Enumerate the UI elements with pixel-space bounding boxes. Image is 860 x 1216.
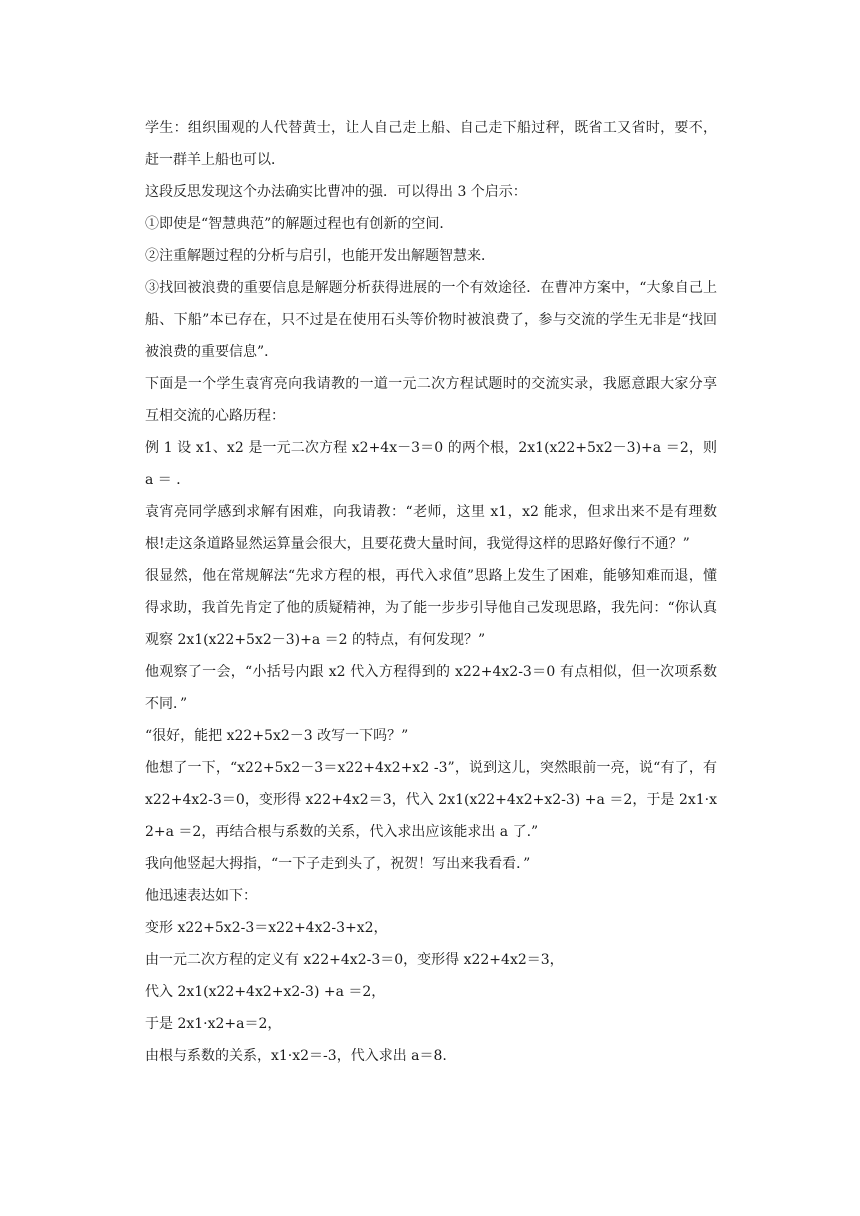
paragraph-dialogue-intro: 下面是一个学生袁宵亮向我请教的一道一元二次方程试题时的交流实录，我愿意跟大家分享互相交流的心路历程： — [145, 376, 717, 424]
paragraph-reflection-intro: 这段反思发现这个办法确实比曹冲的强．可以得出 3 个启示： — [145, 184, 527, 200]
paragraph-student-answer: 学生：组织围观的人代替黄士，让人自己走上船、自己走下船过秤，既省工又省时，要不，赶一群羊上船也可以． — [145, 120, 717, 168]
paragraph-solution-step-3: 代入 2x1(x22+4x2+x2-3) +a ＝2， — [145, 984, 386, 1000]
paragraph-solution-intro: 他迅速表达如下： — [145, 888, 257, 904]
paragraph-insight-2: ②注重解题过程的分析与启引，也能开发出解题智慧来． — [145, 248, 495, 264]
paragraph-teacher-praise: 我向他竖起大拇指，“一下子走到头了，祝贺！写出来我看看．” — [145, 856, 531, 872]
paragraph-solution-step-4: 于是 2x1·x2+a＝2， — [145, 1016, 282, 1032]
paragraph-teacher-prompt: “很好，能把 x22+5x2－3 改写一下吗？” — [145, 728, 409, 744]
paragraph-solution-step-1: 变形 x22+5x2-3＝x22+4x2-3+x2， — [145, 920, 388, 936]
paragraph-student-question: 袁宵亮同学感到求解有困难，向我请教：“老师，这里 x1，x2 能求，但求出来不是有理数根!走这条道路显然运算量会很大，且要花费大量时间，我觉得这样的思路好像行不通？” — [145, 504, 717, 552]
paragraph-teacher-guidance: 很显然，他在常规解法“先求方程的根，再代入求值”思路上发生了困难，能够知难而退，懂得求助，我首先肯定了他的质疑精神，为了能一步步引导他自己发现思路，我先问：“你认真观察 2x1(x22+5x2－3)+a ＝2 的特点，有何发现？” — [145, 568, 717, 648]
paragraph-student-insight: 他想了一下，“x22+5x2－3＝x22+4x2+x2 -3”，说到这儿，突然眼前一亮，说“有了，有 x22+4x2-3＝0，变形得 x22+4x2＝3，代入 2x1(x22+4x2+x2-3) +a ＝2，于是 2x1·x2+a ＝2，再结合根与系数的关系，代入求出应该能求出 a 了.” — [145, 760, 717, 840]
paragraph-solution-step-2: 由一元二次方程的定义有 x22+4x2-3＝0，变形得 x22+4x2＝3， — [145, 952, 564, 968]
paragraph-example-1: 例 1 设 x1、x2 是一元二次方程 x2+4x－3＝0 的两个根，2x1(x22+5x2－3)+a ＝2，则 a ＝ ． — [145, 440, 717, 488]
paragraph-insight-1: ①即使是“智慧典范”的解题过程也有创新的空间． — [145, 216, 454, 232]
paragraph-insight-3: ③找回被浪费的重要信息是解题分析获得进展的一个有效途径．在曹冲方案中，“大象自己上船、下船”本已存在，只不过是在使用石头等价物时被浪费了，参与交流的学生无非是“找回被浪费的重要信息”． — [145, 280, 717, 360]
paragraph-student-observation: 他观察了一会，“小括号内跟 x2 代入方程得到的 x22+4x2-3＝0 有点相似，但一次项系数不同．” — [145, 664, 717, 712]
document-body — [145, 112, 717, 1072]
paragraph-solution-step-5: 由根与系数的关系，x1·x2＝-3，代入求出 a＝8. — [145, 1048, 447, 1064]
